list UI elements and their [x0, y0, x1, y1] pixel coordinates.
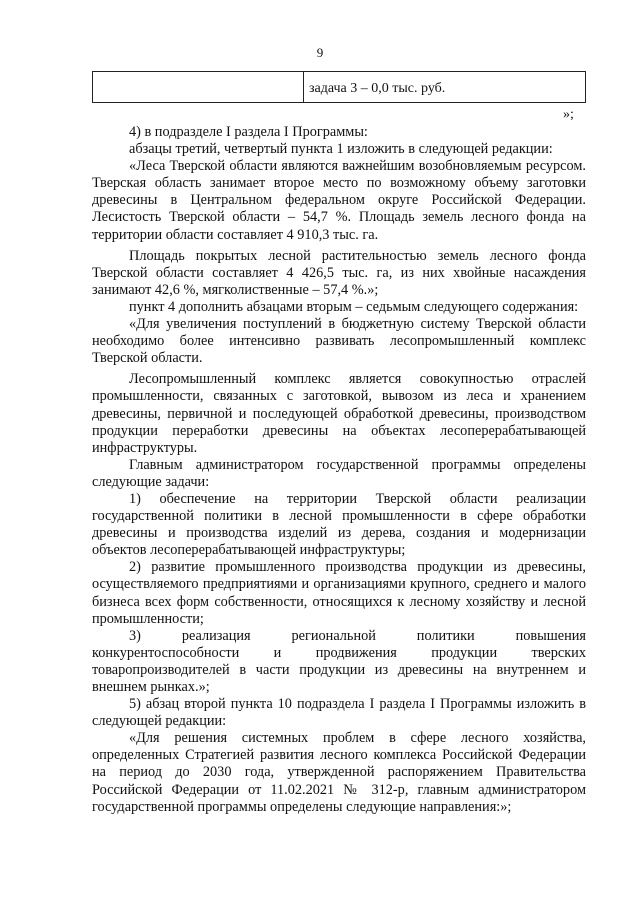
paragraph: 3) реализация региональной политики повышения конкурентоспособности и продвижения продукции тверских товаропроизводителей в части продукции из древесины на внутреннем и внешнем рынках.»;: [92, 627, 586, 695]
paragraph: «Леса Тверской области являются важнейшим возобновляемым ресурсом. Тверская область занимает второе место по возможному объему заготовки древесины в Центральном федеральном округе Российской Федерации. Лесистость Тверской области – 54,7 %. Площадь земель лесного фонда на территории области составляет 4 910,3 тыс. га.: [92, 158, 586, 243]
paragraph: Главным администратором государственной программы определены следующие задачи:: [92, 456, 586, 490]
paragraph: «Для решения системных проблем в сфере лесного хозяйства, определенных Стратегией развития лесного комплекса Российской Федерации на период до 2030 года, утвержденной распоряжением Правительства Российской Федерации от 11.02.2021 № 312-р, главным администратором государственной программы определены следующие направления:»;: [92, 730, 586, 815]
paragraph: 5) абзац второй пункта 10 подраздела I раздела I Программы изложить в следующей редакции:: [92, 696, 586, 730]
page-number: 9: [316, 45, 324, 60]
paragraph: пункт 4 дополнить абзацами вторым – седьмым следующего содержания:: [129, 298, 579, 315]
closing-mark: »;: [563, 107, 574, 122]
table-divider: [303, 72, 304, 102]
paragraph: Лесопромышленный комплекс является совокупностью отраслей промышленности, связанных с заготовкой, вывозом из леса и хранением древесины, первичной и последующей обработкой древесины, производством продукции переработки древесины на объектах лесоперерабатывающей инфраструктуры.: [92, 371, 586, 456]
paragraph: 1) обеспечение на территории Тверской области реализации государственной политики в лесной промышленности в сфере обработки древесины и производства изделий из дерева, создания и модернизации объектов лесоперерабатывающей инфраструктуры;: [92, 490, 586, 559]
table-fragment: [92, 71, 586, 103]
paragraph: «Для увеличения поступлений в бюджетную систему Тверской области необходимо более интенсивно развивать лесопромышленный комплекс Тверской области.: [92, 316, 586, 367]
paragraph: абзацы третий, четвертый пункта 1 изложить в следующей редакции:: [129, 141, 553, 158]
table-cell-task3: задача 3 – 0,0 тыс. руб.: [309, 81, 446, 96]
paragraph: 2) развитие промышленного производства продукции из древесины, осуществляемого предприятиями и организациями крупного, среднего и малого бизнеса всех форм собственности, относящихся к лесному хозяйству и лесной промышленности;: [92, 559, 586, 627]
paragraph: 4) в подразделе I раздела I Программы:: [129, 124, 368, 140]
paragraph: Площадь покрытых лесной растительностью земель лесного фонда Тверской области составляет 4 426,5 тыс. га, из них хвойные насаждения занимают 42,6 %, мягколиственные – 57,4 %.»;: [92, 247, 586, 298]
document-body: [92, 124, 586, 816]
